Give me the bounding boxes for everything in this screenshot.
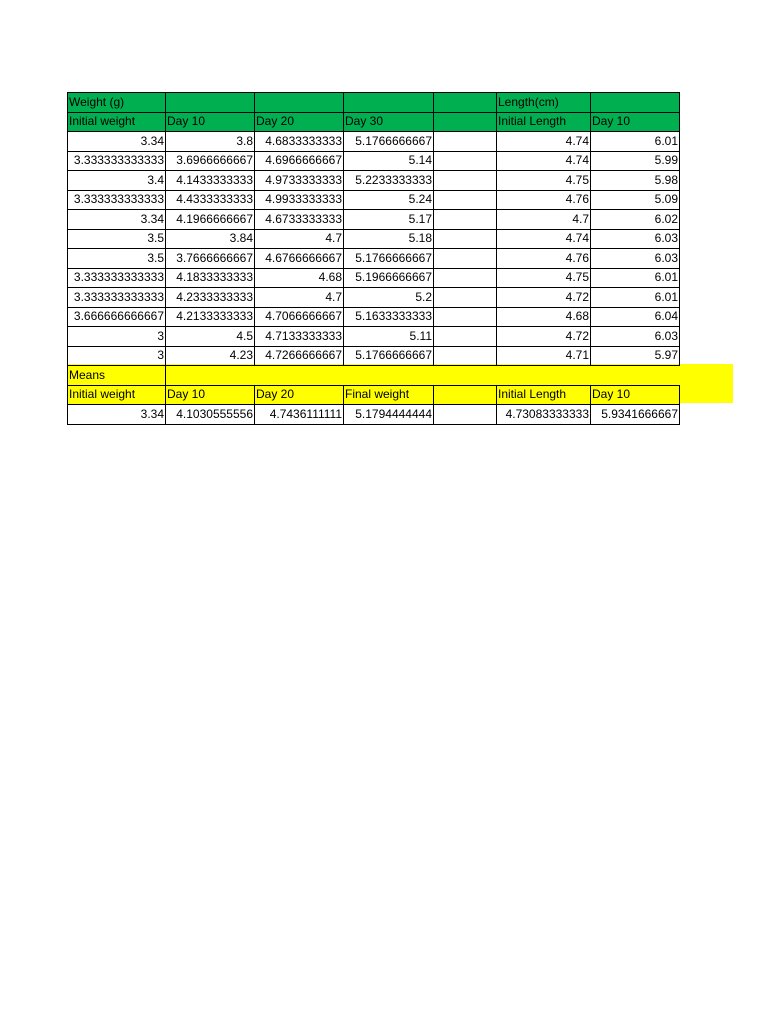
means-header-final-weight[interactable]: Final weight (344, 385, 434, 405)
means-blank-cell[interactable] (591, 366, 680, 386)
data-cell[interactable]: 4.75 (497, 268, 591, 288)
means-title-cell[interactable]: Means (68, 366, 166, 386)
header-length-day10[interactable]: Day 10 (591, 112, 680, 132)
table-row (68, 132, 680, 152)
header-row-titles (68, 93, 680, 113)
data-cell[interactable]: 3.4 (68, 171, 166, 191)
data-cell[interactable]: 5.1766666667 (344, 132, 434, 152)
data-cell[interactable]: 4.1433333333 (166, 171, 255, 191)
table-row (68, 288, 680, 308)
length-title-cell[interactable]: Length(cm) (497, 93, 591, 113)
data-cell[interactable]: 5.1633333333 (344, 307, 434, 327)
data-cell[interactable]: 4.7 (255, 229, 344, 249)
data-cell[interactable]: 4.7266666667 (255, 346, 344, 366)
data-cell[interactable]: 4.6766666667 (255, 249, 344, 269)
data-cell[interactable]: 5.24 (344, 190, 434, 210)
data-cell[interactable] (434, 229, 497, 249)
means-value-cell[interactable] (434, 405, 497, 425)
header-day10[interactable]: Day 10 (166, 112, 255, 132)
data-cell[interactable]: 4.74 (497, 132, 591, 152)
means-value-cell[interactable]: 5.1794444444 (344, 405, 434, 425)
data-cell[interactable]: 5.17 (344, 210, 434, 230)
weight-title-cell[interactable]: Weight (g) (68, 93, 166, 113)
empty-header-cell[interactable] (166, 93, 255, 113)
means-blank-cell[interactable] (166, 366, 255, 386)
data-cell[interactable]: 3.34 (68, 132, 166, 152)
table-row (68, 229, 680, 249)
means-blank-cell[interactable] (497, 366, 591, 386)
data-cell[interactable]: 4.76 (497, 249, 591, 269)
header-row-columns (68, 112, 680, 132)
data-cell[interactable] (434, 307, 497, 327)
means-value-cell[interactable]: 5.9341666667 (591, 405, 680, 425)
header-day20[interactable]: Day 20 (255, 112, 344, 132)
empty-header-cell[interactable] (434, 93, 497, 113)
data-cell[interactable]: 4.2333333333 (166, 288, 255, 308)
means-value-cell[interactable]: 4.1030555556 (166, 405, 255, 425)
data-cell[interactable]: 3.5 (68, 229, 166, 249)
table-row (68, 346, 680, 366)
means-header-length-day10[interactable]: Day 10 (591, 385, 680, 405)
table-row (68, 327, 680, 347)
data-cell[interactable]: 5.2233333333 (344, 171, 434, 191)
header-initial-length[interactable]: Initial Length (497, 112, 591, 132)
data-table (67, 92, 680, 425)
data-cell[interactable]: 4.7 (255, 288, 344, 308)
data-cell[interactable] (434, 288, 497, 308)
data-cell[interactable]: 3.333333333333 (68, 288, 166, 308)
data-cell[interactable]: 5.98 (591, 171, 680, 191)
empty-header-cell[interactable] (591, 93, 680, 113)
data-cell[interactable]: 3.666666666667 (68, 307, 166, 327)
data-cell[interactable]: 5.09 (591, 190, 680, 210)
data-cell[interactable]: 5.11 (344, 327, 434, 347)
empty-header-cell[interactable] (255, 93, 344, 113)
spreadsheet (67, 92, 680, 425)
data-cell[interactable] (434, 268, 497, 288)
table-row (68, 249, 680, 269)
data-cell[interactable]: 6.03 (591, 327, 680, 347)
empty-header-cell[interactable] (344, 93, 434, 113)
data-cell[interactable]: 4.6833333333 (255, 132, 344, 152)
data-cell[interactable]: 4.68 (497, 307, 591, 327)
data-cell[interactable]: 4.74 (497, 151, 591, 171)
means-value-cell[interactable]: 4.73083333333 (497, 405, 591, 425)
data-cell[interactable]: 3.84 (166, 229, 255, 249)
means-header-row (68, 385, 680, 405)
means-title-row (68, 366, 680, 386)
data-cell[interactable]: 4.75 (497, 171, 591, 191)
data-cell[interactable]: 5.97 (591, 346, 680, 366)
table-row (68, 307, 680, 327)
data-cell[interactable]: 3.7666666667 (166, 249, 255, 269)
data-cell[interactable]: 6.01 (591, 288, 680, 308)
data-cell[interactable]: 3.6966666667 (166, 151, 255, 171)
data-cell[interactable]: 4.9733333333 (255, 171, 344, 191)
data-cell[interactable]: 4.7133333333 (255, 327, 344, 347)
data-cell[interactable] (434, 346, 497, 366)
table-row (68, 151, 680, 171)
data-cell[interactable] (434, 171, 497, 191)
data-cell[interactable]: 6.01 (591, 132, 680, 152)
header-day30[interactable]: Day 30 (344, 112, 434, 132)
data-cell[interactable]: 4.6733333333 (255, 210, 344, 230)
data-cell[interactable]: 4.2133333333 (166, 307, 255, 327)
data-cell[interactable] (434, 327, 497, 347)
data-cell[interactable]: 5.14 (344, 151, 434, 171)
data-cell[interactable]: 3 (68, 327, 166, 347)
data-cell[interactable]: 3.333333333333 (68, 268, 166, 288)
data-cell[interactable]: 5.2 (344, 288, 434, 308)
data-cell[interactable] (434, 249, 497, 269)
data-cell[interactable]: 6.04 (591, 307, 680, 327)
data-cell[interactable]: 3.333333333333 (68, 190, 166, 210)
data-cell[interactable]: 6.03 (591, 249, 680, 269)
table-row (68, 268, 680, 288)
data-cell[interactable] (434, 210, 497, 230)
means-blank-cell[interactable] (255, 366, 344, 386)
data-cell[interactable]: 4.4333333333 (166, 190, 255, 210)
data-cell[interactable]: 6.01 (591, 268, 680, 288)
data-cell[interactable]: 4.1966666667 (166, 210, 255, 230)
data-cell[interactable]: 6.03 (591, 229, 680, 249)
data-cell[interactable]: 4.1833333333 (166, 268, 255, 288)
means-blank-cell[interactable] (434, 366, 497, 386)
table-row (68, 190, 680, 210)
data-cell[interactable]: 4.9933333333 (255, 190, 344, 210)
data-cell[interactable]: 6.02 (591, 210, 680, 230)
data-cell[interactable]: 4.7 (497, 210, 591, 230)
data-cell[interactable]: 4.72 (497, 327, 591, 347)
means-value-cell[interactable]: 4.7436111111 (255, 405, 344, 425)
header-initial-weight[interactable]: Initial weight (68, 112, 166, 132)
data-cell[interactable]: 4.23 (166, 346, 255, 366)
table-row (68, 210, 680, 230)
data-cell[interactable]: 4.71 (497, 346, 591, 366)
data-cell[interactable] (434, 151, 497, 171)
means-header-initial-length[interactable]: Initial Length (497, 385, 591, 405)
means-header-empty[interactable] (434, 385, 497, 405)
data-cell[interactable]: 5.99 (591, 151, 680, 171)
data-cell[interactable]: 5.18 (344, 229, 434, 249)
means-header-day10[interactable]: Day 10 (166, 385, 255, 405)
means-value-cell[interactable]: 3.34 (68, 405, 166, 425)
empty-header-cell[interactable] (434, 112, 497, 132)
data-cell[interactable]: 3.5 (68, 249, 166, 269)
data-cell[interactable]: 3.34 (68, 210, 166, 230)
data-cell[interactable]: 4.74 (497, 229, 591, 249)
data-cell[interactable]: 3 (68, 346, 166, 366)
data-cell[interactable]: 4.72 (497, 288, 591, 308)
means-header-initial-weight[interactable]: Initial weight (68, 385, 166, 405)
data-cell[interactable]: 3.333333333333 (68, 151, 166, 171)
means-blank-cell[interactable] (344, 366, 434, 386)
table-row (68, 171, 680, 191)
data-cell[interactable] (434, 190, 497, 210)
means-header-day20[interactable]: Day 20 (255, 385, 344, 405)
data-cell[interactable]: 4.76 (497, 190, 591, 210)
means-values-row (68, 405, 680, 425)
data-cell[interactable]: 5.1766666667 (344, 346, 434, 366)
data-cell[interactable]: 5.1766666667 (344, 249, 434, 269)
data-cell[interactable]: 4.5 (166, 327, 255, 347)
data-cell[interactable]: 3.8 (166, 132, 255, 152)
data-cell[interactable]: 4.7066666667 (255, 307, 344, 327)
data-cell[interactable]: 4.68 (255, 268, 344, 288)
data-cell[interactable] (434, 132, 497, 152)
data-cell[interactable]: 5.1966666667 (344, 268, 434, 288)
data-cell[interactable]: 4.6966666667 (255, 151, 344, 171)
